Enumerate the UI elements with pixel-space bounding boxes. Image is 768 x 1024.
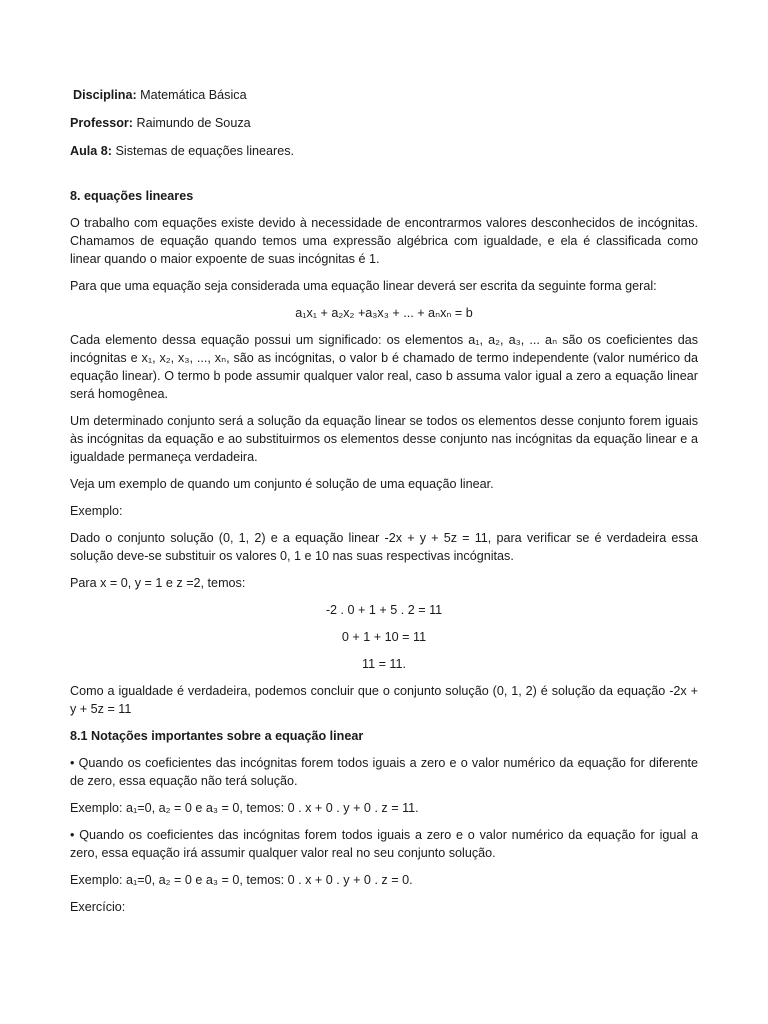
- paragraph: Cada elemento dessa equação possui um significado: os elementos a₁, a₂, a₃, ... aₙ são os coeficientes das incógnitas e x₁, x₂, x₃, ..., xₙ, são as incógnitas, o valor b é chamado de termo independente (valor numérico da equação linear). O termo b pode assumir qualquer valor real, caso b assuma valor igual a zero a equação linear será homogênea.: [70, 333, 698, 401]
- equation-line: 0 + 1 + 10 = 11: [341, 630, 427, 644]
- professor-line: [70, 114, 698, 132]
- aula-line: [70, 142, 698, 160]
- bullet-paragraph: • Quando os coeficientes das incógnitas forem todos iguais a zero e o valor numérico da equação for igual a zero, essa equação irá assumir qualquer valor real no seu conjunto solução.: [70, 828, 698, 860]
- aula-value: Sistemas de equações lineares.: [112, 144, 295, 158]
- section-8-title: 8. equações lineares: [70, 189, 194, 203]
- disciplina-line: [70, 86, 698, 104]
- general-formula: a₁x₁ + a₂x₂ +a₃x₃ + ... + aₙxₙ = b: [295, 306, 473, 320]
- example-label: Exemplo:: [70, 504, 123, 518]
- paragraph: Para x = 0, y = 1 e z =2, temos:: [70, 576, 246, 590]
- paragraph: Dado o conjunto solução (0, 1, 2) e a equação linear -2x + y + 5z = 11, para verificar se é verdadeira essa solução deve-se substituir os valores 0, 1 e 10 nas suas respectivas incógnitas.: [70, 531, 698, 563]
- paragraph: O trabalho com equações existe devido à necessidade de encontrarmos valores desconhecidos de incógnitas. Chamamos de equação quando temos uma expressão algébrica com igualdade, e ela é classificada como linear quando o maior expoente de suas incógnitas é 1.: [70, 216, 698, 266]
- professor-value: Raimundo de Souza: [133, 116, 251, 130]
- section-81-title: 8.1 Notações importantes sobre a equação linear: [70, 729, 364, 743]
- disciplina-label: Disciplina:: [73, 88, 137, 102]
- disciplina-value: Matemática Básica: [136, 88, 247, 102]
- professor-label: Professor:: [70, 116, 133, 130]
- equation-line: 11 = 11.: [362, 657, 406, 671]
- bullet-paragraph: • Quando os coeficientes das incógnitas forem todos iguais a zero e o valor numérico da equação for diferente de zero, essa equação não terá solução.: [70, 756, 698, 788]
- paragraph: Como a igualdade é verdadeira, podemos concluir que o conjunto solução (0, 1, 2) é solução da equação -2x + y + 5z = 11: [70, 684, 698, 716]
- aula-label: Aula 8:: [70, 144, 112, 158]
- example-line: Exemplo: a₁=0, a₂ = 0 e a₃ = 0, temos: 0 . x + 0 . y + 0 . z = 11.: [70, 801, 419, 815]
- example-line: Exemplo: a₁=0, a₂ = 0 e a₃ = 0, temos: 0 . x + 0 . y + 0 . z = 0.: [70, 873, 413, 887]
- exercise-label: Exercício:: [70, 900, 126, 914]
- equation-line: -2 . 0 + 1 + 5 . 2 = 11: [325, 603, 443, 617]
- paragraph: Veja um exemplo de quando um conjunto é solução de uma equação linear.: [70, 477, 494, 491]
- paragraph: Um determinado conjunto será a solução da equação linear se todos os elementos desse conjunto forem iguais às incógnitas da equação e ao substituirmos os elementos desse conjunto nas incógnitas da equação linear e a igualdade permaneça verdadeira.: [70, 414, 698, 464]
- paragraph: Para que uma equação seja considerada uma equação linear deverá ser escrita da seguinte forma geral:: [70, 279, 657, 293]
